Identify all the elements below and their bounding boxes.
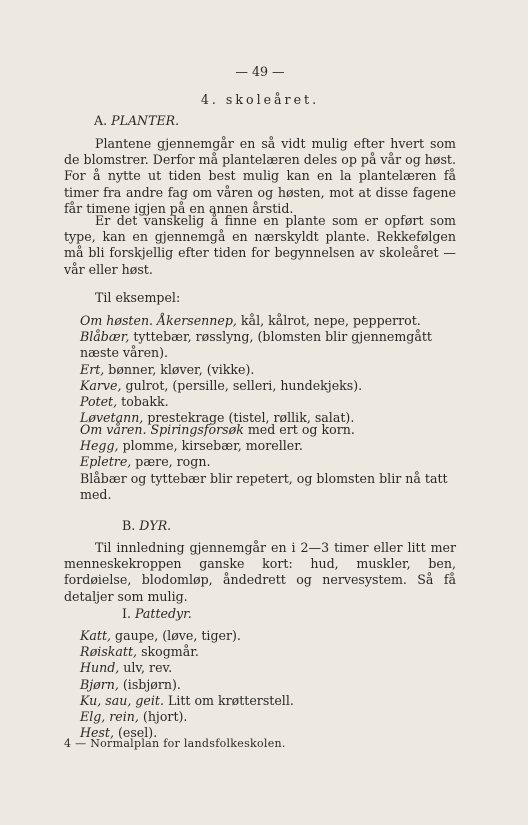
- page-footer: 4 — Normalplan for landsfolkeskolen.: [64, 737, 286, 750]
- list-item-lead: Om våren. Spiringsforsøk: [80, 422, 244, 437]
- list-item-rest: ulv, rev.: [119, 660, 173, 676]
- page-number: — 49 —: [235, 64, 285, 79]
- list-item: [64, 362, 456, 378]
- list-item-lead: Elg, rein,: [80, 709, 139, 725]
- mammal-list: [64, 628, 456, 741]
- list-item-rest: skogmår.: [137, 644, 199, 660]
- list-item-lead: Om høsten. Åkersennep,: [80, 313, 237, 328]
- list-item-lead: Løvetann,: [80, 410, 144, 426]
- list-item-lead: Potet,: [80, 394, 118, 410]
- mammals-subheading-num: I.: [122, 606, 131, 621]
- list-item: [64, 394, 456, 410]
- list-item-rest: plomme, kirsebær, moreller.: [118, 438, 303, 454]
- list-item: [64, 313, 456, 329]
- mammals-subheading: [122, 606, 514, 622]
- spring-plant-list: [64, 422, 456, 503]
- list-item-rest: (esel).: [113, 725, 158, 741]
- list-item: [64, 438, 456, 454]
- section-b-label: B.: [122, 518, 136, 533]
- list-item-rest: prestekrage (tistel, røllik, salat).: [143, 410, 355, 426]
- section-a-paragraph-2: Er det vanskelig å finne en plante som er opført som type, kan en gjennemgå en nærskyldt plante. Rekkefølgen må bli forskjellig efter tiden for begynnelsen av skoleåret — vår eller høst.: [64, 213, 456, 277]
- list-item-rest: Blåbær og tyttebær blir repetert, og blomsten blir nå tatt med.: [80, 470, 448, 502]
- chapter-heading: 4. skoleåret.: [200, 92, 320, 107]
- list-item-rest: tobakk.: [117, 394, 169, 410]
- list-item-rest: tyttebær, røsslyng, (blomsten blir gjennemgått næste våren).: [80, 329, 432, 361]
- list-item-rest: Litt om krøtterstell.: [163, 692, 294, 708]
- list-item: [64, 471, 456, 503]
- list-item: [64, 422, 456, 438]
- list-item-lead: Hest,: [80, 725, 114, 741]
- list-item-lead: Karve,: [80, 377, 122, 393]
- list-item-rest: med ert og korn.: [243, 422, 355, 437]
- section-b-heading: [122, 518, 514, 534]
- list-item-rest: gaupe, (løve, tiger).: [111, 628, 241, 643]
- section-a-title: PLANTER.: [111, 113, 180, 128]
- section-a-paragraph-1: Plantene gjennemgår en så vidt mulig efter hvert som de blomstrer. Derfor må plantelæren deles op på vår og høst. For å nytte ut tiden best mulig kan en la plantelæren få timer fra andre fag om våren og høsten, mot at disse fagene får timene igjen på en annen årstid.: [64, 136, 456, 216]
- autumn-plant-list: [64, 313, 456, 426]
- list-item-rest: (hjort).: [138, 709, 188, 725]
- list-item: [64, 693, 456, 709]
- list-item: [64, 329, 456, 361]
- list-item: [64, 677, 456, 693]
- list-item: [64, 660, 456, 676]
- list-item-rest: gulrot, (persille, selleri, hundekjeks).: [121, 377, 363, 393]
- list-item-rest: (isbjørn).: [118, 676, 181, 692]
- list-item-rest: pære, rogn.: [131, 454, 211, 470]
- list-item: [64, 454, 456, 470]
- list-item: [64, 709, 456, 725]
- list-item-rest: kål, kålrot, nepe, pepperrot.: [236, 313, 421, 328]
- list-item: [64, 378, 456, 394]
- list-item-lead: Blåbær,: [80, 329, 130, 345]
- list-item: [64, 644, 456, 660]
- list-item-lead: Ku, sau, geit.: [80, 692, 164, 708]
- example-intro: Til eksempel:: [95, 290, 181, 305]
- list-item-lead: Hegg,: [80, 438, 119, 454]
- section-b-paragraph: Til innledning gjennemgår en i 2—3 timer eller litt mer menneskekroppen ganske kort: hud, muskler, ben, fordøielse, blodomløp, åndedrett og nervesystem. Så få detaljer som mulig.: [64, 540, 456, 604]
- list-item-lead: Katt,: [80, 628, 112, 643]
- mammals-subheading-title: Pattedyr.: [135, 606, 192, 621]
- list-item-lead: Bjørn,: [80, 676, 119, 692]
- list-item: [64, 628, 456, 644]
- list-item-rest: bønner, kløver, (vikke).: [104, 361, 255, 377]
- section-b-title: DYR.: [139, 518, 172, 533]
- section-a-heading: [94, 113, 486, 129]
- list-item-lead: Ert,: [80, 361, 105, 377]
- list-item-lead: Hund,: [80, 660, 120, 676]
- list-item-lead: Epletre,: [80, 454, 132, 470]
- list-item-lead: Røiskatt,: [80, 644, 138, 660]
- section-a-label: A.: [94, 113, 108, 128]
